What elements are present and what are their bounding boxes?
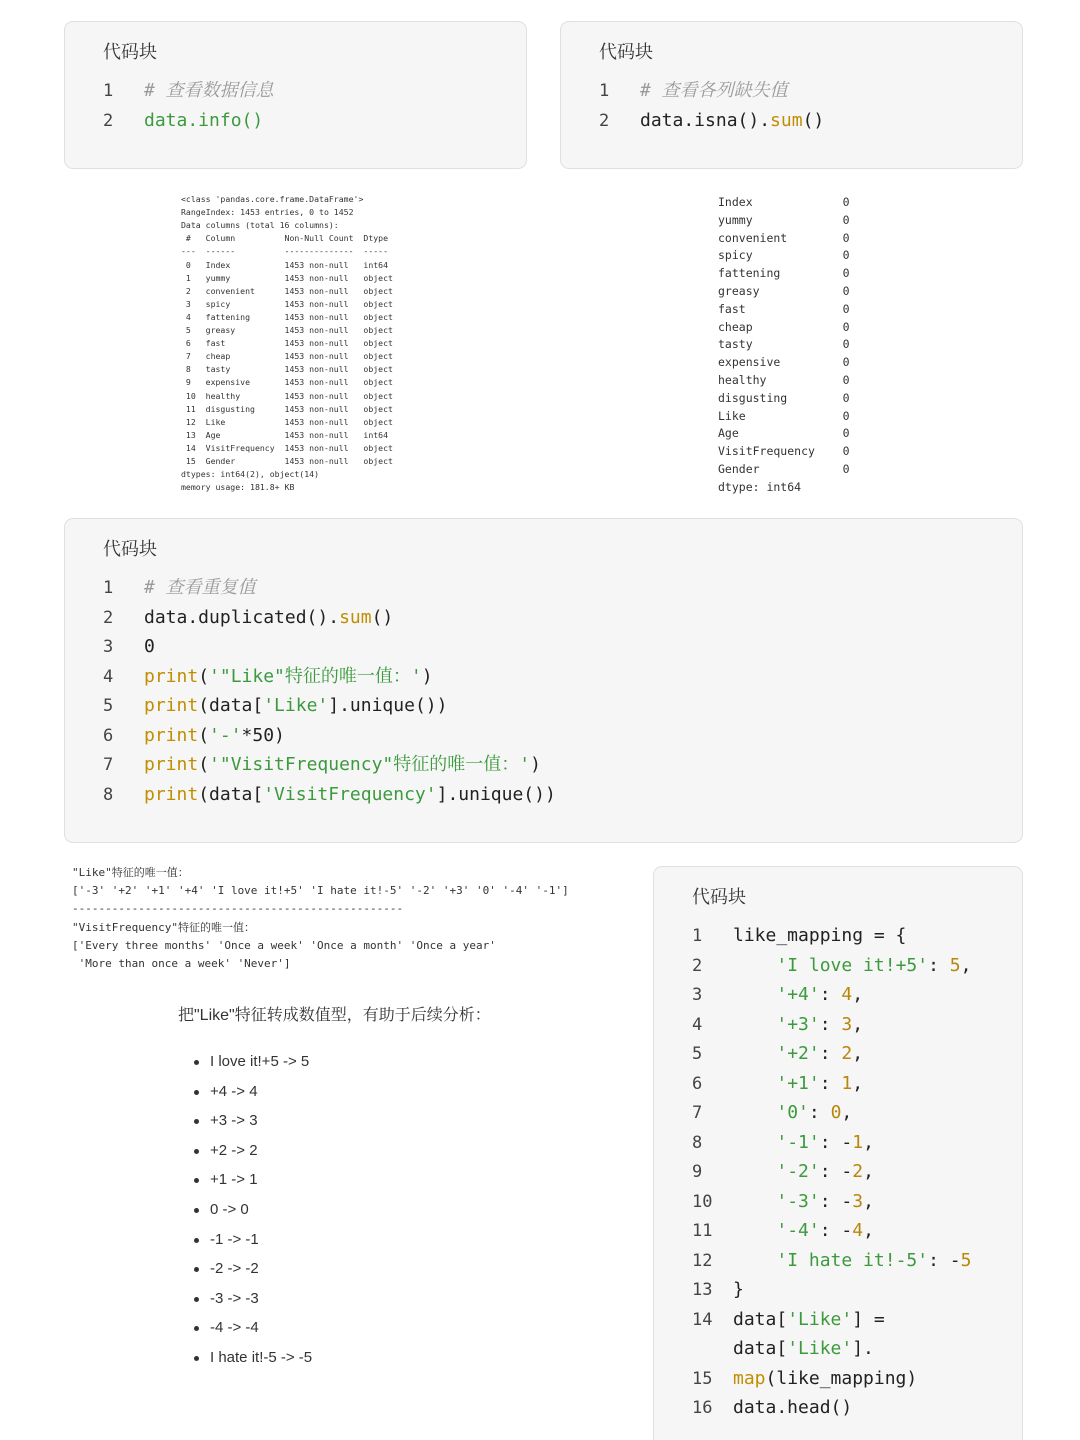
info-output	[181, 193, 511, 498]
code-token	[733, 1191, 776, 1212]
code-token: '+4'	[776, 984, 820, 1005]
code-line	[65, 691, 1022, 721]
code-text	[144, 573, 256, 603]
code-text	[144, 106, 263, 136]
output-line: healthy 0	[718, 373, 850, 387]
code-token: ,	[863, 1220, 874, 1241]
code-line	[654, 1334, 1022, 1364]
code-token: ,	[863, 1190, 874, 1212]
line-number: 2	[599, 111, 610, 131]
code-text	[144, 76, 274, 106]
code-token: '-2'	[776, 1161, 820, 1182]
code-card-isna	[560, 21, 1023, 169]
code-line	[654, 1305, 1022, 1335]
output-line: 2 convenient 1453 non-null object	[181, 285, 393, 296]
code-token: data.duplicated().	[144, 606, 340, 628]
code-token: *50)	[241, 724, 285, 746]
code-token	[733, 1043, 776, 1064]
output-line: dtype: int64	[718, 479, 802, 494]
line-number: 2	[103, 607, 114, 628]
output-line: fast 0	[718, 301, 850, 316]
output-line: 7 cheap 1453 non-null object	[181, 351, 393, 362]
output-line: "VisitFrequency"特征的唯一值：	[72, 920, 255, 934]
code-token: print	[144, 783, 199, 805]
code-token: '-'	[209, 724, 242, 746]
code-text	[144, 691, 447, 721]
bullet-dot-icon	[194, 1267, 199, 1272]
code-token: '-1'	[776, 1131, 820, 1153]
output-line: 15 Gender 1453 non-null object	[181, 456, 393, 466]
code-token: '"VisitFrequency"特征的唯一值：'	[209, 754, 531, 775]
code-card-duplicates	[64, 518, 1023, 843]
code-token: ,	[852, 1013, 864, 1035]
bullet-dot-icon	[194, 1238, 199, 1243]
line-number: 11	[692, 1221, 713, 1241]
code-token	[733, 955, 776, 976]
code-token: '+3'	[776, 1013, 820, 1035]
code-text	[144, 662, 433, 692]
line-number: 6	[692, 1073, 703, 1094]
line-number: 1	[103, 578, 114, 598]
card-title: 代码块	[599, 42, 653, 63]
code-token: print	[144, 665, 199, 687]
code-text	[640, 76, 788, 106]
code-line	[654, 951, 1022, 981]
output-line: 6 fast 1453 non-null object	[181, 338, 393, 349]
code-line	[65, 573, 1022, 603]
code-text	[733, 1334, 874, 1364]
line-number: 3	[692, 985, 703, 1005]
code-token: ()	[371, 606, 394, 628]
line-number: 14	[692, 1309, 713, 1330]
bullet-dot-icon	[194, 1090, 199, 1095]
code-token: # 查看各列缺失值	[640, 80, 788, 101]
output-line: 10 healthy 1453 non-null object	[181, 390, 393, 401]
code-token: )	[421, 665, 433, 687]
output-line: 1 yummy 1453 non-null object	[181, 272, 393, 283]
mapping-bullet	[210, 1230, 259, 1250]
code-line	[65, 721, 1022, 751]
isna-output	[718, 193, 978, 498]
code-token: like_mapping = {	[733, 925, 907, 946]
code-text	[733, 1275, 744, 1305]
line-number: 10	[692, 1191, 713, 1212]
code-token: 0	[830, 1102, 842, 1123]
code-token	[733, 1220, 776, 1241]
code-token: 'I hate it!-5'	[776, 1249, 929, 1271]
code-token	[733, 1014, 776, 1035]
code-token: '"Like"特征的唯一值：'	[209, 665, 422, 687]
output-line: 8 tasty 1453 non-null object	[181, 364, 393, 375]
code-token: : -	[819, 1220, 853, 1241]
output-line: Age 0	[718, 426, 850, 441]
line-number: 7	[692, 1103, 703, 1123]
code-line	[654, 1128, 1022, 1158]
code-line	[654, 1039, 1022, 1069]
code-token: 'I love it!+5'	[776, 954, 929, 976]
line-number: 4	[692, 1014, 703, 1035]
code-token: ].unique())	[328, 695, 448, 716]
code-token: print	[144, 695, 199, 716]
bullet-text: -2 -> -2	[210, 1260, 259, 1278]
line-number: 15	[692, 1368, 713, 1389]
code-line	[654, 1275, 1022, 1305]
bullet-text: +4 -> 4	[210, 1082, 258, 1100]
bullet-text: I hate it!-5 -> -5	[210, 1349, 313, 1366]
code-line	[65, 780, 1022, 810]
line-number: 7	[103, 755, 114, 775]
output-line: spicy 0	[718, 248, 850, 263]
output-line: 12 Like 1453 non-null object	[181, 416, 393, 427]
code-token: :	[819, 984, 842, 1005]
code-text	[733, 1069, 863, 1099]
code-text	[733, 1157, 874, 1187]
code-token: 3	[841, 1013, 853, 1035]
code-text	[733, 1010, 863, 1040]
explanation-text: 把"Like"特征转成数值型，有助于后续分析：	[178, 1007, 491, 1024]
code-token: # 查看数据信息	[144, 80, 274, 101]
code-line	[65, 76, 526, 106]
code-text	[733, 1364, 917, 1394]
code-line	[654, 1010, 1022, 1040]
code-token: ,	[960, 954, 972, 976]
code-line	[65, 106, 526, 136]
code-line	[654, 1157, 1022, 1187]
output-line: 3 spicy 1453 non-null object	[181, 298, 393, 309]
mapping-bullet	[210, 1318, 259, 1338]
code-token: ,	[852, 984, 864, 1005]
mapping-bullet	[210, 1111, 258, 1131]
output-line: cheap 0	[718, 319, 850, 334]
line-number: 9	[692, 1162, 703, 1182]
code-line	[65, 662, 1022, 692]
code-text	[733, 1098, 852, 1128]
output-line: 11 disgusting 1453 non-null object	[181, 403, 393, 414]
line-number: 1	[103, 81, 114, 101]
line-number: 12	[692, 1250, 713, 1271]
output-line: memory usage: 181.8+ KB	[181, 482, 295, 493]
line-number: 1	[599, 81, 610, 101]
mapping-bullet	[210, 1170, 258, 1190]
code-token: data.isna().	[640, 110, 771, 131]
line-number: 5	[103, 696, 114, 716]
output-line: ['Every three months' 'Once a week' 'Once a month' 'Once a year'	[72, 938, 496, 952]
code-token: '+2'	[776, 1043, 820, 1064]
code-line	[654, 1364, 1022, 1394]
code-token: 1	[852, 1131, 864, 1153]
code-token	[733, 1132, 776, 1153]
code-token: 'Like'	[787, 1308, 853, 1330]
line-number: 8	[103, 784, 114, 805]
bullet-text: -1 -> -1	[210, 1230, 259, 1248]
code-token: '-4'	[776, 1220, 820, 1241]
code-token: data.head()	[733, 1397, 853, 1418]
code-line	[654, 921, 1022, 951]
code-text	[733, 951, 971, 981]
code-token	[733, 1102, 776, 1123]
code-line	[65, 632, 1022, 662]
code-token: 5	[949, 954, 961, 976]
output-line: RangeIndex: 1453 entries, 0 to 1452	[181, 207, 354, 218]
code-token: : -	[819, 1161, 853, 1182]
code-text	[144, 632, 155, 662]
bullet-dot-icon	[194, 1060, 199, 1065]
code-token: ].unique())	[436, 783, 556, 805]
code-token: 'VisitFrequency'	[263, 783, 437, 805]
code-token: (data[	[198, 695, 264, 716]
output-line: VisitFrequency 0	[718, 444, 850, 459]
code-token: (data[	[198, 783, 264, 805]
code-text	[733, 1039, 863, 1069]
code-text	[733, 1393, 852, 1423]
card-title: 代码块	[103, 539, 157, 560]
code-token: data[	[733, 1308, 788, 1330]
mapping-bullet	[210, 1289, 259, 1309]
output-line: --- ------ -------------- -----	[181, 246, 393, 257]
bullet-dot-icon	[194, 1149, 199, 1154]
output-line: 'More than once a week' 'Never']	[72, 957, 291, 970]
line-number: 13	[692, 1280, 713, 1300]
code-text	[640, 106, 824, 136]
code-token: 4	[852, 1220, 864, 1241]
bullet-dot-icon	[194, 1297, 199, 1302]
code-token: :	[808, 1102, 831, 1123]
code-line	[654, 1393, 1022, 1423]
code-text	[144, 750, 541, 780]
output-line: fattening 0	[718, 266, 850, 281]
code-text	[733, 1216, 874, 1246]
code-token: ()	[802, 110, 825, 131]
code-token: 2	[852, 1161, 864, 1182]
bullet-dot-icon	[194, 1356, 199, 1361]
code-token: '+1'	[776, 1072, 820, 1094]
mapping-bullet	[210, 1348, 312, 1368]
mapping-bullet-list	[210, 1052, 510, 1372]
code-line	[654, 1246, 1022, 1276]
code-token: ].	[852, 1338, 874, 1359]
code-text	[733, 980, 863, 1010]
bullet-text: +2 -> 2	[210, 1141, 258, 1159]
code-token: ,	[863, 1161, 874, 1182]
code-token: print	[144, 754, 199, 775]
code-token: ,	[852, 1072, 864, 1094]
code-line	[654, 1187, 1022, 1217]
output-line: yummy 0	[718, 212, 850, 227]
bullet-text: -4 -> -4	[210, 1319, 259, 1337]
bullet-text: I love it!+5 -> 5	[210, 1053, 310, 1070]
line-number: 2	[692, 955, 703, 976]
mapping-bullet	[210, 1082, 258, 1102]
code-text	[144, 603, 393, 633]
line-number: 6	[103, 725, 114, 746]
output-line: expensive 0	[718, 355, 850, 370]
code-token: map	[733, 1367, 766, 1389]
code-token: data[	[733, 1338, 788, 1359]
code-token: : -	[928, 1249, 961, 1271]
code-token	[733, 984, 776, 1005]
code-token: 5	[960, 1249, 972, 1271]
mapping-bullet	[210, 1141, 258, 1161]
code-token: (like_mapping)	[765, 1367, 918, 1389]
bullet-text: -3 -> -3	[210, 1289, 259, 1307]
output-line: disgusting 0	[718, 390, 850, 405]
code-token: 3	[852, 1190, 864, 1212]
code-token: ,	[863, 1131, 874, 1153]
line-number: 4	[103, 666, 114, 687]
output-line: 4 fattening 1453 non-null object	[181, 311, 393, 322]
bullet-dot-icon	[194, 1326, 199, 1331]
code-token: 'Like'	[263, 695, 329, 716]
code-token	[733, 1073, 776, 1094]
output-line: 14 VisitFrequency 1453 non-null object	[181, 442, 393, 453]
code-token: :	[819, 1043, 842, 1064]
card-title: 代码块	[103, 42, 157, 63]
code-token: sum	[770, 110, 803, 131]
code-text	[733, 921, 906, 951]
line-number: 5	[692, 1044, 703, 1064]
output-line: "Like"特征的唯一值：	[72, 866, 189, 879]
code-text	[144, 780, 556, 810]
code-line	[561, 106, 1022, 136]
code-token: data.info()	[144, 110, 264, 131]
output-line: --------------------------------------------------	[72, 902, 404, 916]
output-line: 5 greasy 1453 non-null object	[181, 325, 393, 335]
code-token: ,	[841, 1102, 853, 1123]
code-line	[654, 980, 1022, 1010]
code-line	[65, 603, 1022, 633]
mapping-bullet	[210, 1052, 309, 1072]
code-token: :	[819, 1013, 842, 1035]
bullet-text: 0 -> 0	[210, 1201, 249, 1218]
output-line: dtypes: int64(2), object(14)	[181, 469, 320, 480]
mapping-bullet	[210, 1259, 259, 1279]
code-token: 'Like'	[787, 1338, 853, 1359]
code-token: (	[198, 724, 210, 746]
output-line: convenient 0	[718, 230, 850, 245]
code-token: }	[733, 1279, 744, 1300]
bullet-dot-icon	[194, 1119, 199, 1124]
code-token: : -	[819, 1190, 853, 1212]
line-number: 3	[103, 637, 114, 657]
code-token: print	[144, 724, 199, 746]
line-number: 8	[692, 1132, 703, 1153]
output-line: Like 0	[718, 408, 850, 423]
line-number: 2	[103, 111, 114, 131]
code-line	[654, 1216, 1022, 1246]
output-line: tasty 0	[718, 337, 850, 352]
unique-output	[72, 864, 647, 984]
code-token: 1	[841, 1072, 853, 1094]
code-line	[654, 1098, 1022, 1128]
code-line	[654, 1069, 1022, 1099]
line-number: 1	[692, 926, 703, 946]
output-line: Index 0	[718, 195, 850, 209]
mapping-bullet	[210, 1200, 249, 1220]
output-line: Data columns (total 16 columns):	[181, 220, 339, 231]
bullet-text: +1 -> 1	[210, 1171, 258, 1189]
code-card-info	[64, 21, 527, 169]
output-line: ['-3' '+2' '+1' '+4' 'I love it!+5' 'I hate it!-5' '-2' '+3' '0' '-4' '-1']	[72, 884, 569, 898]
code-token: (	[198, 665, 210, 687]
line-number: 16	[692, 1398, 713, 1418]
code-token: 2	[841, 1043, 853, 1064]
output-line: Gender 0	[718, 462, 850, 476]
code-token: '-3'	[776, 1190, 820, 1212]
code-token: '0'	[776, 1102, 809, 1123]
card-title: 代码块	[692, 887, 746, 908]
code-text	[733, 1128, 874, 1158]
code-token: ] =	[852, 1308, 885, 1330]
output-line: 9 expensive 1453 non-null object	[181, 377, 393, 388]
code-line	[561, 76, 1022, 106]
bullet-dot-icon	[194, 1178, 199, 1183]
code-text	[733, 1305, 885, 1335]
code-token: )	[530, 754, 541, 775]
code-line	[65, 750, 1022, 780]
code-token: sum	[339, 606, 372, 628]
code-text	[733, 1187, 874, 1217]
code-text	[144, 721, 285, 751]
code-token: ,	[852, 1043, 864, 1064]
bullet-dot-icon	[194, 1208, 199, 1213]
code-token	[733, 1250, 776, 1271]
code-token: : -	[819, 1131, 853, 1153]
output-line: 0 Index 1453 non-null int64	[181, 259, 393, 270]
code-token: :	[819, 1072, 842, 1094]
output-line: greasy 0	[718, 284, 850, 298]
code-token: # 查看重复值	[144, 577, 256, 598]
bullet-text: +3 -> 3	[210, 1112, 258, 1130]
code-token: 4	[841, 984, 853, 1005]
code-token: :	[928, 954, 950, 976]
output-line: 13 Age 1453 non-null int64	[181, 429, 393, 440]
code-token	[733, 1161, 776, 1182]
output-line: # Column Non-Null Count Dtype	[181, 233, 393, 244]
output-line: <class 'pandas.core.frame.DataFrame'>	[181, 194, 364, 204]
code-text	[733, 1246, 971, 1276]
code-card-like-mapping	[653, 866, 1023, 1440]
code-token: (	[198, 754, 210, 775]
code-token: 0	[144, 636, 155, 657]
